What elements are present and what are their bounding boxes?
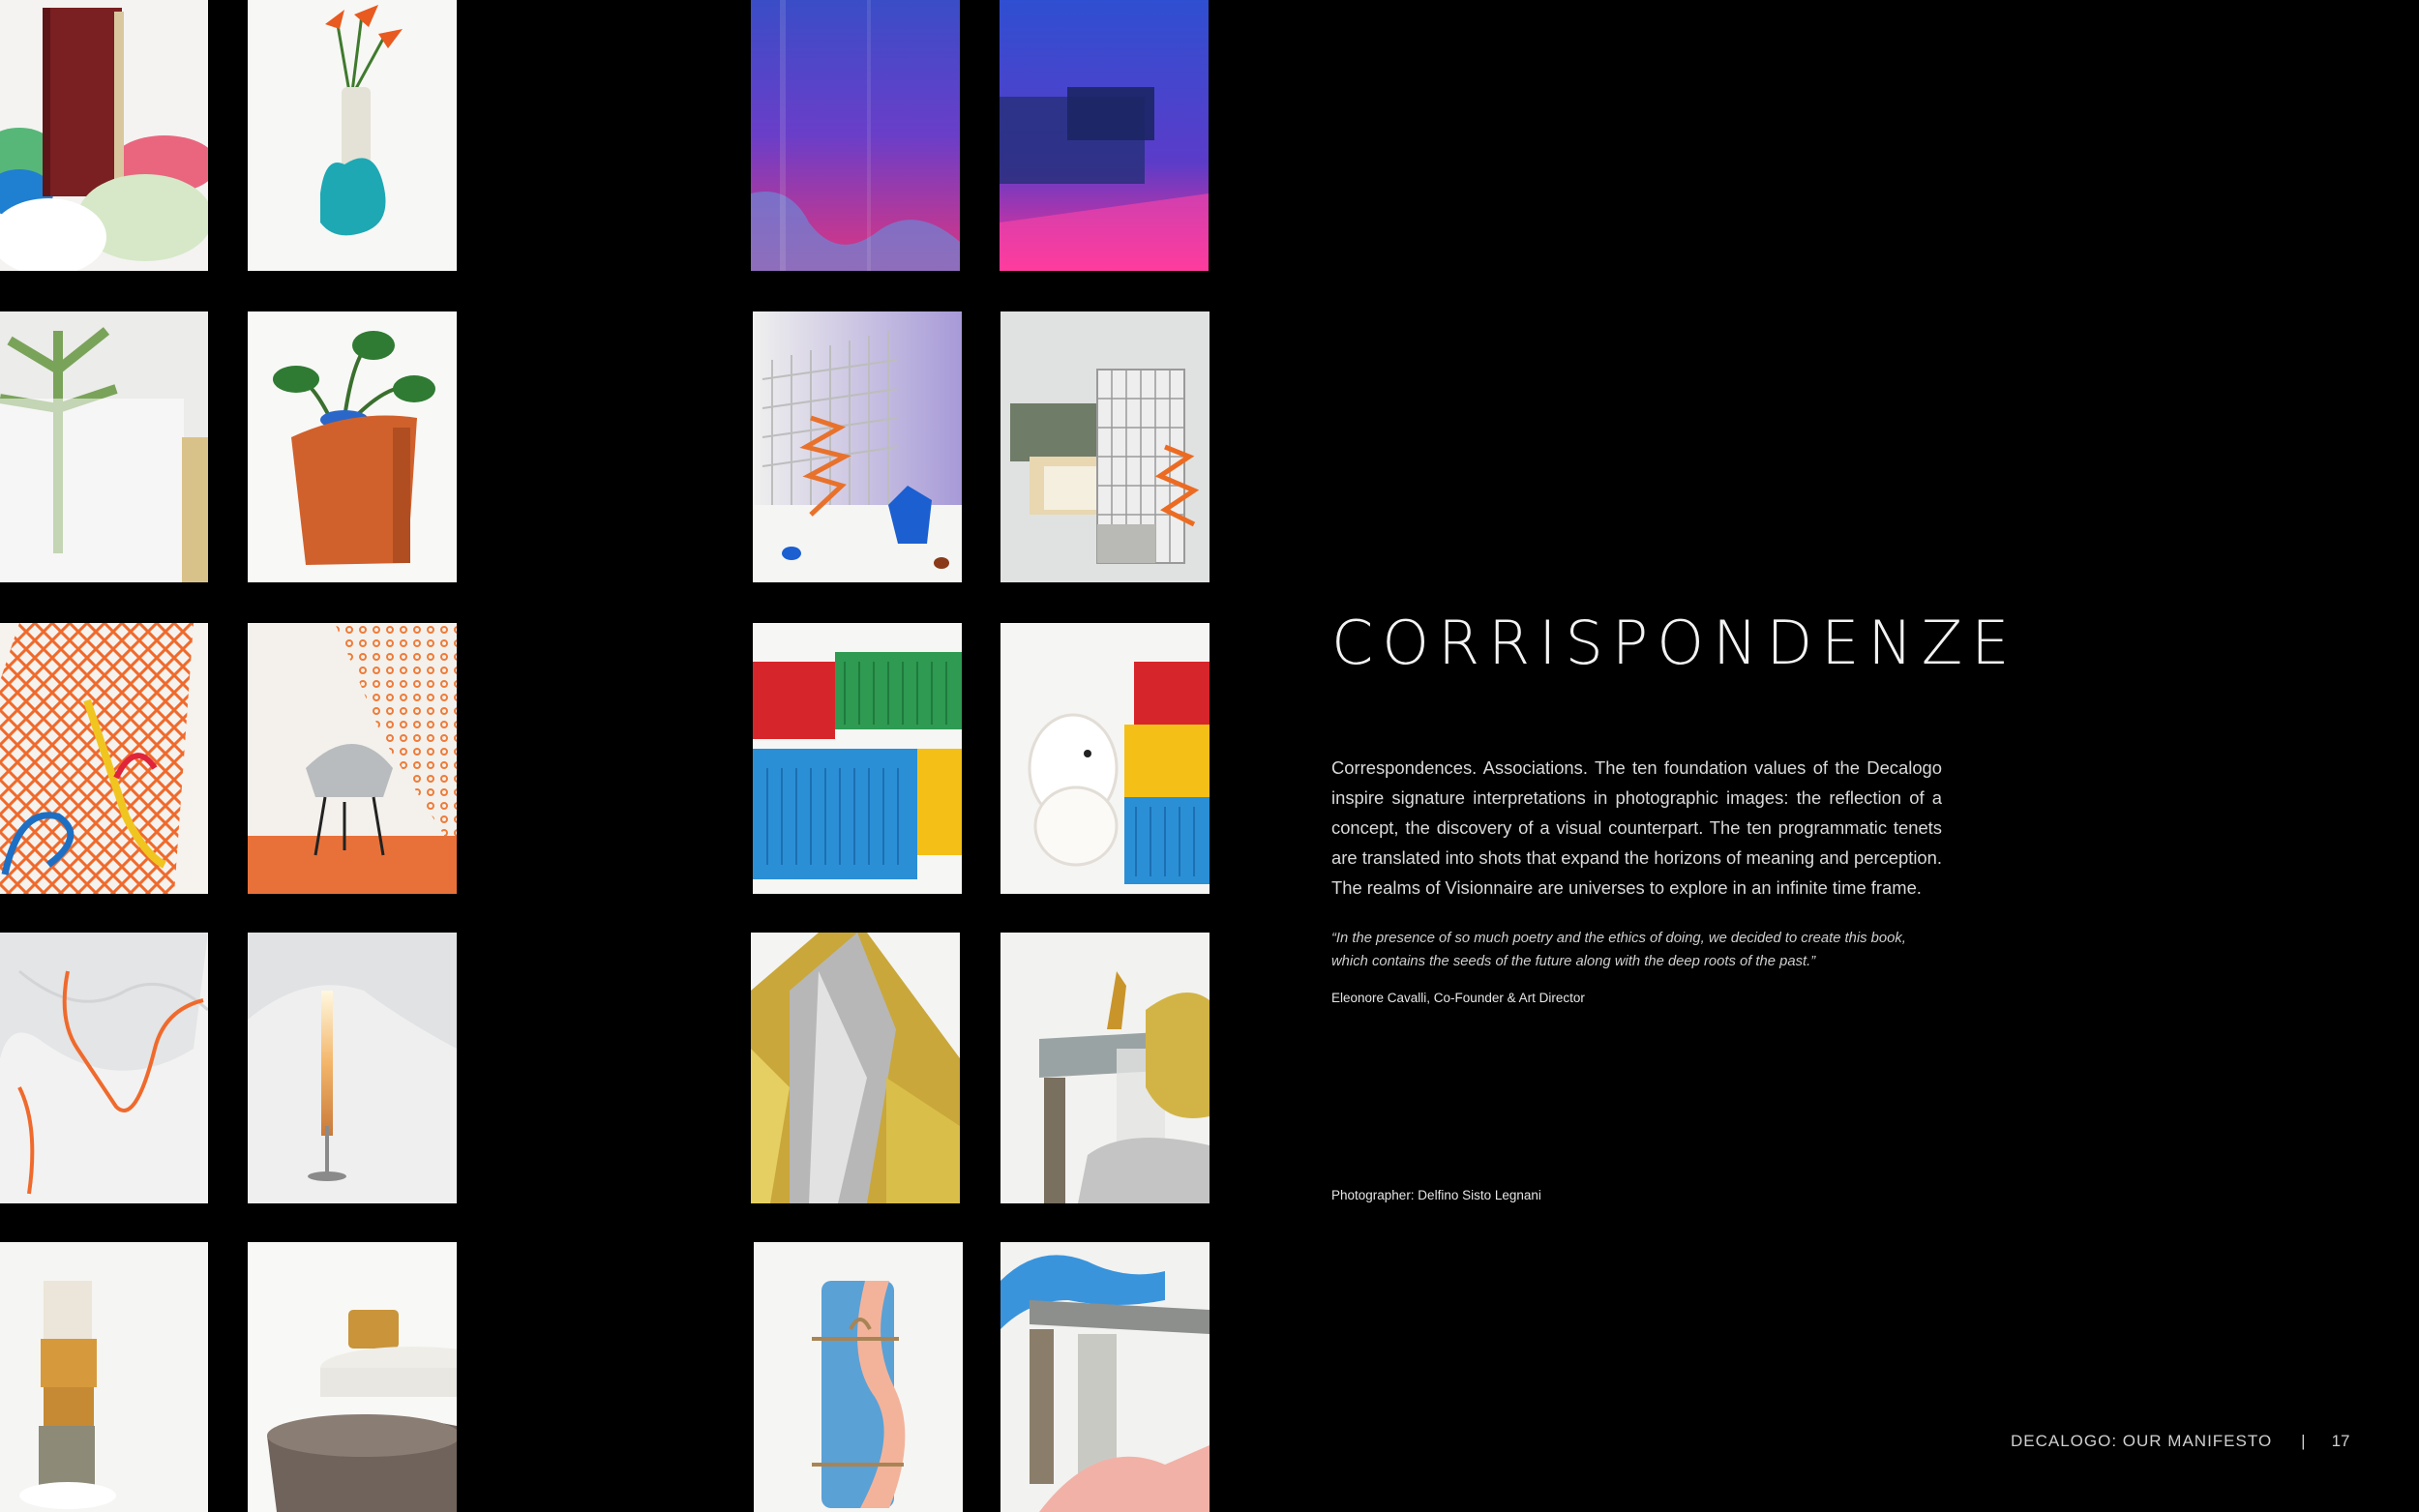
intro-paragraph: Correspondences. Associations. The ten foundation values of the Decalogo inspire signature interpretations in photographic images: the reflection of a concept, the discovery of a visual counterpart. The ten programmatic tenets are translated into shots that expand the horizons of meaning and perception. The realms of Visionnaire are universes to explore in an infinite time frame. [1331,757,1942,898]
photo-marble-grid-spring [1000,311,1210,582]
photo-blue-pink-light-sofa [1000,0,1209,271]
photo-stacked-clay-sculpture [0,1242,208,1512]
photo-book-plastic [0,0,208,271]
photo-gold-bag-pedestal [248,1242,457,1512]
photo-crates-white-dog [1000,623,1210,894]
footer-section-title: DECALOGO: OUR MANIFESTO [2011,1432,2273,1450]
page-number: 17 [2331,1432,2350,1450]
photo-rolled-mat-rope [754,1242,963,1512]
photo-glass-table-foil [1000,933,1210,1203]
photo-crates-red-green-blue [753,623,962,894]
page-title: CORRISPONDENZE [1331,608,2018,678]
footer-separator: | [2301,1432,2307,1450]
photo-orange-net-cables [0,623,208,894]
photographer-credit: Photographer: Delfino Sisto Legnani [1331,1188,1541,1202]
quote-text: “In the presence of so much poetry and the ethics of doing, we decided to create this book, which contains the seeds of the future along with the deep roots of the past.” [1331,931,1906,969]
photo-gold-silver-foil-1 [751,933,960,1203]
photo-orange-chair-monstera [248,311,457,582]
quote-author: Eleonore Cavalli, Co-Founder & Art Director [1331,991,1585,1005]
photo-blue-pink-light-1 [751,0,960,271]
photo-grey-chair-net [248,623,457,894]
photo-floor-lamp-plastic [248,933,457,1203]
photo-palm-frosted-glass [0,311,208,582]
photo-grid-spring-crystal [753,311,962,582]
page-footer [2011,1432,2350,1451]
photo-plastic-sheet-cable [0,933,208,1203]
photo-vase-bird-of-paradise [248,0,457,271]
photo-blue-sheet-marble-table [1000,1242,1210,1512]
